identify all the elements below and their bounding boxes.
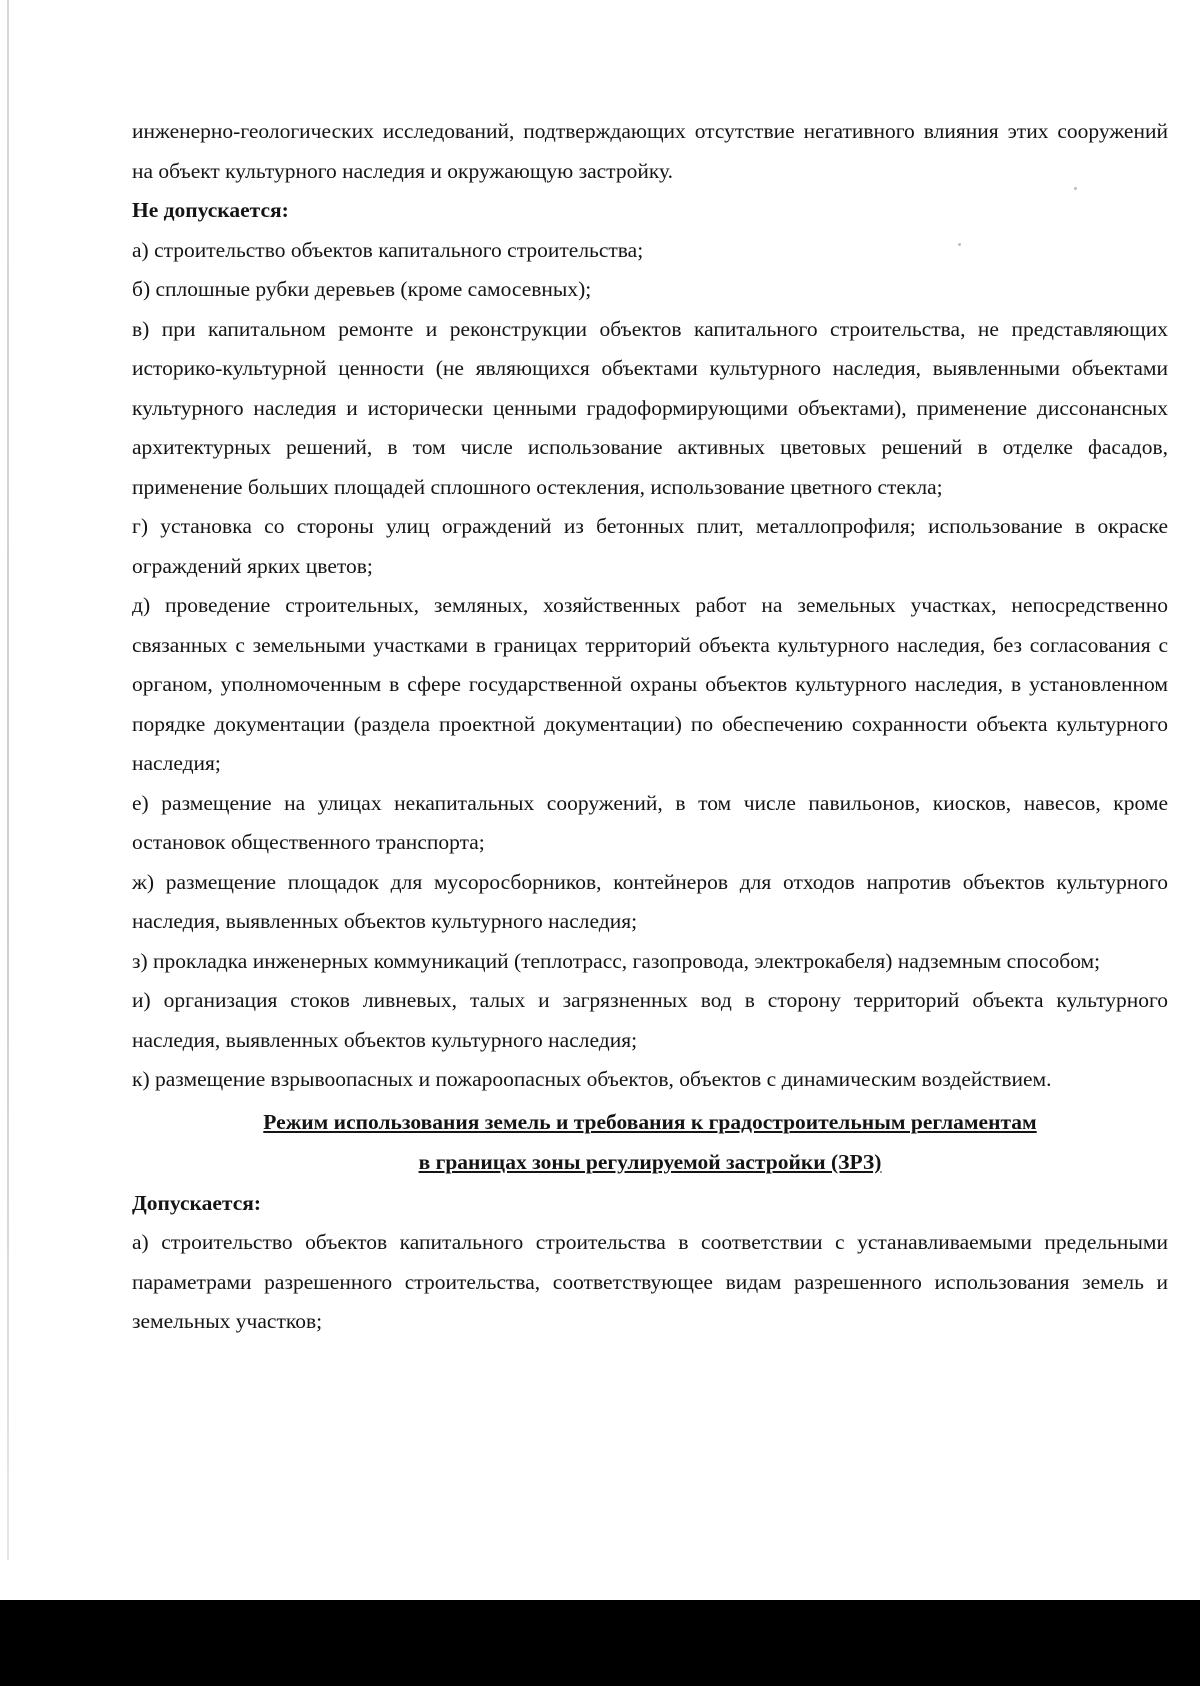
scan-bottom-band bbox=[0, 1600, 1200, 1686]
not-allowed-item-zh: ж) размещение площадок для мусоросборников, контейнеров для отходов напротив объектов культурного наследия, выявленных объектов культурного наследия; bbox=[132, 869, 1168, 933]
not-allowed-item-e: е) размещение на улицах некапитальных сооружений, в том числе павильонов, киосков, навесов, кроме остановок общественного транспорта; bbox=[132, 790, 1168, 854]
not-allowed-heading: Не допускается: bbox=[132, 198, 289, 222]
not-allowed-item-k: к) размещение взрывоопасных и пожароопасных объектов, объектов с динамическим воздействием. bbox=[132, 1067, 1052, 1091]
section-title-line-2: в границах зоны регулируемой застройки (ЗРЗ) bbox=[418, 1149, 882, 1174]
intro-paragraph: инженерно-геологических исследований, подтверждающих отсутствие негативного влияния этих сооружений на объект культурного наследия и окружающую застройку. bbox=[132, 119, 1168, 183]
document-body bbox=[132, 112, 1168, 1342]
section-title-line-1: Режим использования земель и требования к градостроительным регламентам bbox=[263, 1109, 1037, 1134]
not-allowed-item-z: з) прокладка инженерных коммуникаций (теплотрасс, газопровода, электрокабеля) надземным способом; bbox=[132, 948, 1101, 973]
not-allowed-item-i: и) организация стоков ливневых, талых и загрязненных вод в сторону территорий объекта культурного наследия, выявленных объектов культурного наследия; bbox=[132, 988, 1168, 1052]
not-allowed-item-d: д) проведение строительных, земляных, хозяйственных работ на земельных участках, непосредственно связанных с земельными участками в границах территорий объекта культурного наследия, без согласования с органом, уполномоченным в сфере государственной охраны объектов культурного наследия, в установленном порядке документации (раздела проектной документации) по обеспечению сохранности объекта культурного наследия; bbox=[132, 593, 1168, 775]
not-allowed-item-b: б) сплошные рубки деревьев (кроме самосевных); bbox=[132, 277, 592, 301]
not-allowed-item-g: г) установка со стороны улиц ограждений из бетонных плит, металлопрофиля; использование в окраске ограждений ярких цветов; bbox=[132, 514, 1168, 578]
allowed-item-a: а) строительство объектов капитального строительства в соответствии с устанавливаемыми предельными параметрами разрешенного строительства, соответствующее видам разрешенного использования земель и земельных участков; bbox=[132, 1230, 1168, 1333]
not-allowed-item-v: в) при капитальном ремонте и реконструкции объектов капитального строительства, не представляющих историко-культурной ценности (не являющихся объектами культурного наследия, выявленными объектами культурного наследия и исторически ценными градоформирующими объектами), применение диссонансных архитектурных решений, в том числе использование активных цветовых решений в отделке фасадов, применение больших площадей сплошного остекления, использование цветного стекла; bbox=[132, 316, 1168, 499]
not-allowed-item-a: а) строительство объектов капитального строительства; bbox=[132, 237, 644, 262]
section-title bbox=[132, 1102, 1168, 1182]
scan-edge-line bbox=[7, 0, 9, 1560]
allowed-heading: Допускается: bbox=[132, 1190, 262, 1215]
